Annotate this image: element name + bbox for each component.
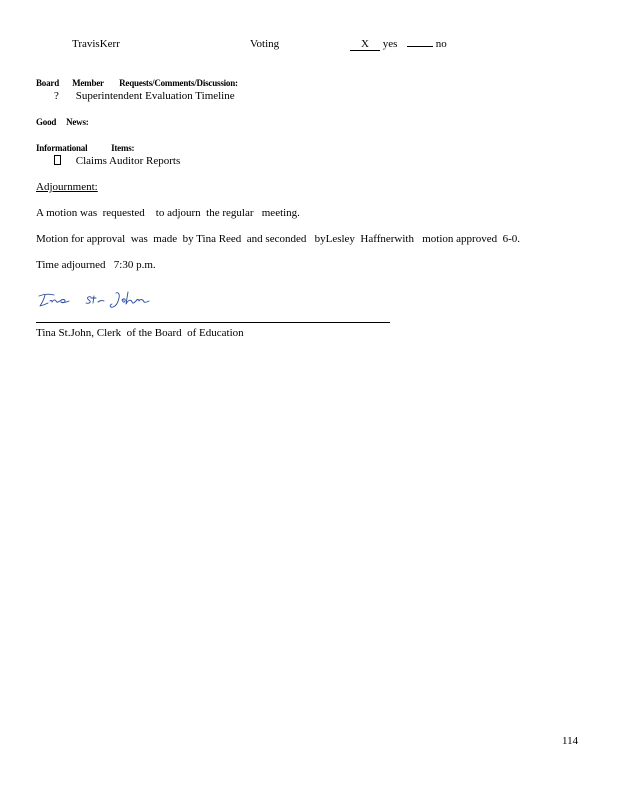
list-item-text: Claims Auditor Reports: [75, 155, 181, 167]
heading-word: Informational: [36, 143, 88, 153]
signature-line: [36, 322, 390, 323]
vote-yes-group: [350, 38, 397, 51]
vote-no-group: [407, 38, 447, 51]
list-bullet: [54, 155, 73, 168]
vote-label: Voting: [250, 38, 280, 50]
heading-word: Requests/Comments/Discussion:: [119, 78, 238, 88]
heading-word: News:: [66, 117, 89, 127]
list-bullet: ?: [54, 90, 59, 102]
list-item: [54, 155, 180, 168]
vote-no-label: no: [435, 38, 447, 50]
missing-glyph-icon: [54, 155, 61, 165]
good-news-heading: [36, 117, 89, 127]
vote-yes-label: yes: [382, 38, 398, 50]
adjournment-paragraph: Motion for approval was made by Tina Reed and seconded byLesley Haffnerwith motion approved 6-0.: [36, 233, 520, 245]
heading-word: Board: [36, 78, 60, 88]
heading-word: Good: [36, 117, 57, 127]
adjournment-heading: Adjournment:: [36, 181, 98, 193]
handwritten-signature: [36, 288, 166, 312]
signature-caption: Tina St.John, Clerk of the Board of Education: [36, 327, 244, 339]
heading-word: Member: [72, 78, 104, 88]
informational-items-heading: [36, 143, 134, 153]
heading-word: Items:: [111, 143, 135, 153]
vote-member-name: TravisKerr: [72, 38, 120, 50]
vote-no-mark: [407, 46, 433, 47]
list-item: [54, 90, 235, 103]
adjournment-paragraph: A motion was requested to adjourn the regular meeting.: [36, 207, 300, 219]
list-item-text: Superintendent Evaluation Timeline: [75, 90, 235, 102]
board-member-requests-heading: [36, 78, 238, 88]
page-number: 114: [562, 735, 579, 747]
vote-yes-mark: X: [350, 39, 380, 51]
adjournment-paragraph: Time adjourned 7:30 p.m.: [36, 259, 156, 271]
